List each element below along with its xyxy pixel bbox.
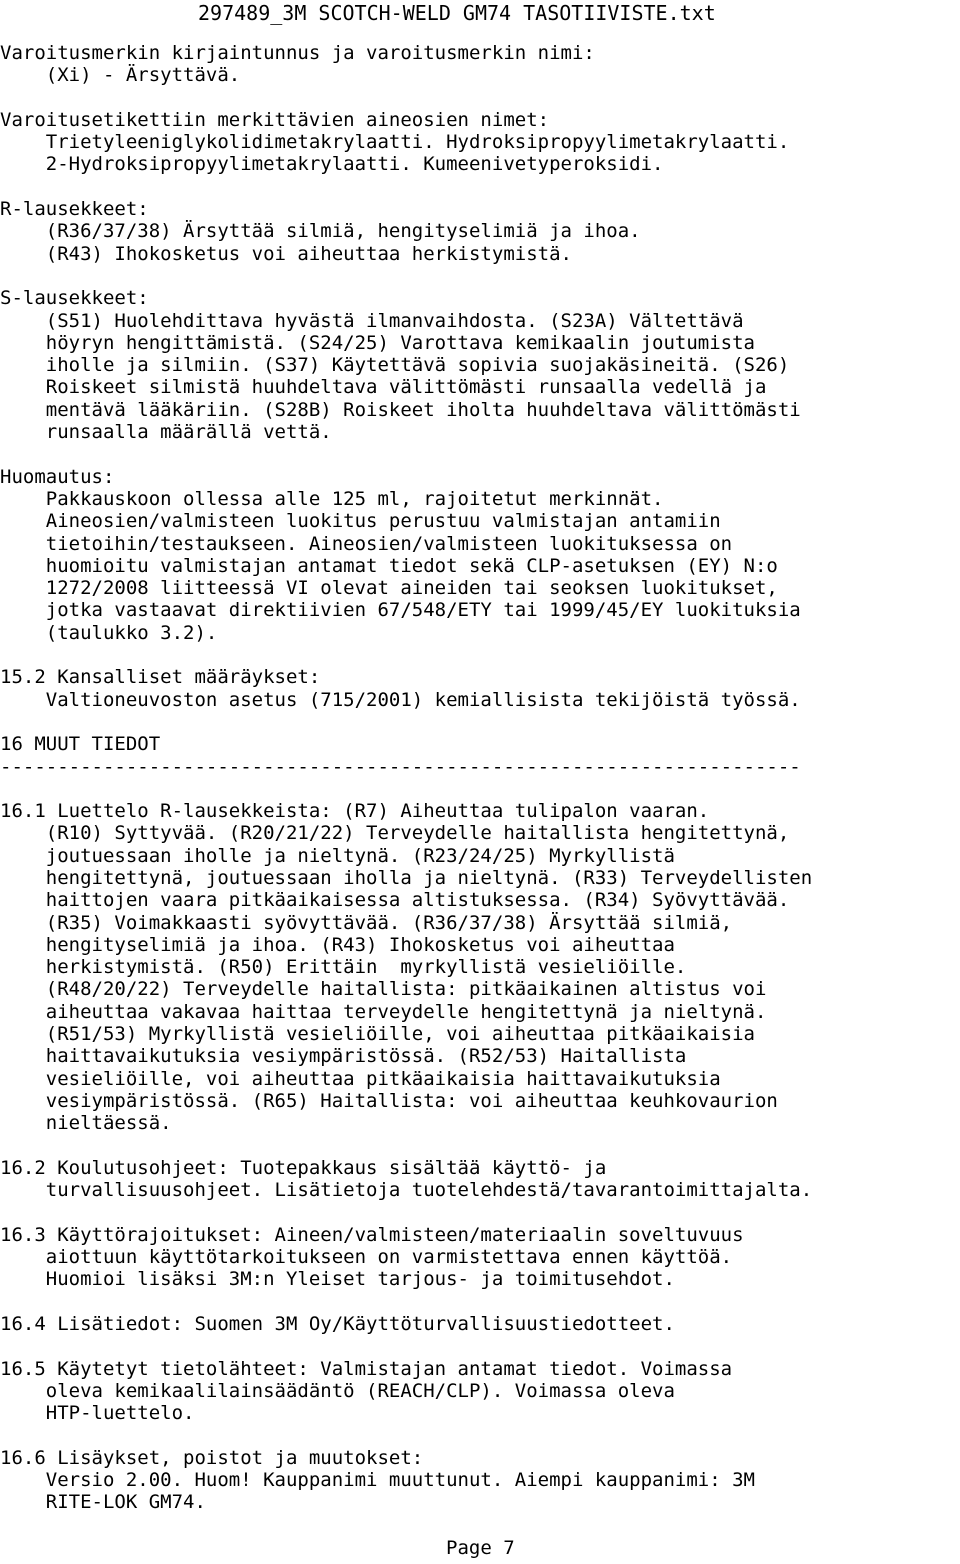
text-line: aiottuun käyttötarkoitukseen on varmistettava ennen käyttöä.	[0, 1246, 733, 1269]
text-line: Roiskeet silmistä huuhdeltava välittömästi runsaalla vedellä ja	[0, 376, 767, 399]
document-title: 297489_3M SCOTCH-WELD GM74 TASOTIIVISTE.txt	[198, 1, 716, 25]
text-line: Varoitusetikettiin merkittävien aineosien nimet:	[0, 108, 550, 131]
text-line	[0, 1201, 812, 1223]
text-line: haittojen vaara pitkäaikaisessa altistuksessa. (R34) Syövyttävää.	[0, 889, 790, 912]
text-line	[0, 778, 812, 800]
text-line: Varoitusmerkin kirjaintunnus ja varoitusmerkin nimi:	[0, 42, 595, 64]
text-line: vesiympäristössä. (R65) Haitallista: voi aiheuttaa keuhkovaurion	[0, 1089, 778, 1112]
text-line: turvallisuusohjeet. Lisätietoja tuotelehdestä/tavarantoimittajalta.	[0, 1179, 813, 1202]
text-line: 16.1 Luettelo R-lausekkeista: (R7) Aiheuttaa tulipalon vaaran.	[0, 800, 710, 823]
text-line: (Xi) - Ärsyttävä.	[0, 64, 241, 87]
text-line: oleva kemikaalilainsäädäntö (REACH/CLP). Voimassa oleva	[0, 1379, 675, 1402]
text-line: (S51) Huolehdittava hyvästä ilmanvaihdosta. (S23A) Vältettävä	[0, 309, 744, 332]
text-line: Versio 2.00. Huom! Kauppanimi muuttunut. Aiempi kauppanimi: 3M	[0, 1469, 755, 1491]
text-line: (R48/20/22) Terveydelle haitallista: pitkäaikainen altistus voi	[0, 978, 767, 1001]
text-line: höyryn hengittämistä. (S24/25) Varottava kemikaalin joutumista	[0, 331, 755, 354]
text-line	[0, 176, 812, 198]
text-line	[0, 1291, 812, 1313]
text-line	[0, 443, 812, 465]
text-line: hengitettynä, joutuessaan iholla ja nieltynä. (R33) Terveydellisten	[0, 866, 813, 889]
text-line: tietoihin/testaukseen. Aineosien/valmisteen luokituksessa on	[0, 532, 733, 555]
text-line: 15.2 Kansalliset määräykset:	[0, 666, 321, 689]
text-line: 16.5 Käytetyt tietolähteet: Valmistajan antamat tiedot. Voimassa	[0, 1357, 733, 1380]
text-line: HTP-luettelo.	[0, 1402, 195, 1425]
text-line: iholle ja silmiin. (S37) Käytettävä sopivia suojakäsineitä. (S26)	[0, 354, 790, 377]
text-line: (R35) Voimakkaasti syövyttävää. (R36/37/38) Ärsyttää silmiä,	[0, 911, 733, 934]
text-line: jotka vastaavat direktiivien 67/548/ETY tai 1999/45/EY luokituksia	[0, 599, 801, 622]
text-line: 16.4 Lisätiedot: Suomen 3M Oy/Käyttöturvallisuustiedotteet.	[0, 1312, 675, 1335]
text-line: Trietyleeniglykolidimetakrylaatti. Hydroksipropyylimetakrylaatti.	[0, 131, 790, 154]
text-line: nieltäessä.	[0, 1112, 172, 1135]
text-line	[0, 711, 812, 733]
text-line: mentävä lääkäriin. (S28B) Roiskeet iholta huuhdeltava välittömästi	[0, 398, 801, 421]
text-line: vesieliöille, voi aiheuttaa pitkäaikaisia haittavaikutuksia	[0, 1067, 721, 1090]
text-line: 16.3 Käyttörajoitukset: Aineen/valmisteen/materiaalin soveltuvuus	[0, 1223, 744, 1246]
text-line: (R10) Syttyvää. (R20/21/22) Terveydelle haitallista hengitettynä,	[0, 822, 790, 845]
text-line	[0, 644, 812, 666]
text-line: RITE-LOK GM74.	[0, 1491, 206, 1514]
text-line: Valtioneuvoston asetus (715/2001) kemiallisista tekijöistä työssä.	[0, 688, 801, 711]
text-line: 16.6 Lisäykset, poistot ja muutokset:	[0, 1446, 424, 1469]
text-line: Pakkauskoon ollessa alle 125 ml, rajoitetut merkinnät.	[0, 487, 664, 510]
text-line: ----------------------------------------------------------------------	[0, 755, 801, 778]
text-line: huomioitu valmistajan antamat tiedot sekä CLP-asetuksen (EY) N:o	[0, 554, 778, 577]
text-line	[0, 265, 812, 287]
text-line: 1272/2008 liitteessä VI olevat aineiden tai seoksen luokitukset,	[0, 577, 778, 600]
text-line: Huomautus:	[0, 465, 115, 488]
text-line: R-lausekkeet:	[0, 198, 149, 221]
text-line: (R43) Ihokosketus voi aiheuttaa herkistymistä.	[0, 242, 572, 265]
text-line: Aineosien/valmisteen luokitus perustuu valmistajan antamiin	[0, 510, 721, 533]
document-body	[0, 42, 812, 1514]
text-line	[0, 1135, 812, 1157]
page-number: Page 7	[446, 1537, 515, 1559]
text-line: (R51/53) Myrkyllistä vesieliöille, voi aiheuttaa pitkäaikaisia	[0, 1023, 755, 1046]
text-line: hengityselimiä ja ihoa. (R43) Ihokosketus voi aiheuttaa	[0, 933, 675, 956]
text-line	[0, 1424, 812, 1446]
text-line: 16 MUUT TIEDOT	[0, 733, 161, 756]
text-line: 16.2 Koulutusohjeet: Tuotepakkaus sisältää käyttö- ja	[0, 1156, 607, 1179]
text-line	[0, 1335, 812, 1357]
text-line: S-lausekkeet:	[0, 287, 149, 310]
text-line: Huomioi lisäksi 3M:n Yleiset tarjous- ja toimitusehdot.	[0, 1268, 675, 1291]
text-line: haittavaikutuksia vesiympäristössä. (R52/53) Haitallista	[0, 1045, 687, 1068]
text-line	[0, 87, 812, 109]
text-line: (R36/37/38) Ärsyttää silmiä, hengityselimiä ja ihoa.	[0, 220, 641, 243]
text-line: herkistymistä. (R50) Erittäin myrkyllistä vesieliöille.	[0, 956, 687, 979]
text-line: 2-Hydroksipropyylimetakrylaatti. Kumeenivetyperoksidi.	[0, 153, 664, 176]
text-line: (taulukko 3.2).	[0, 621, 218, 644]
text-line: runsaalla määrällä vettä.	[0, 421, 332, 444]
text-line: joutuessaan iholle ja nieltynä. (R23/24/25) Myrkyllistä	[0, 844, 675, 867]
text-line: aiheuttaa vakavaa haittaa terveydelle hengitettynä ja nieltynä.	[0, 1000, 767, 1023]
